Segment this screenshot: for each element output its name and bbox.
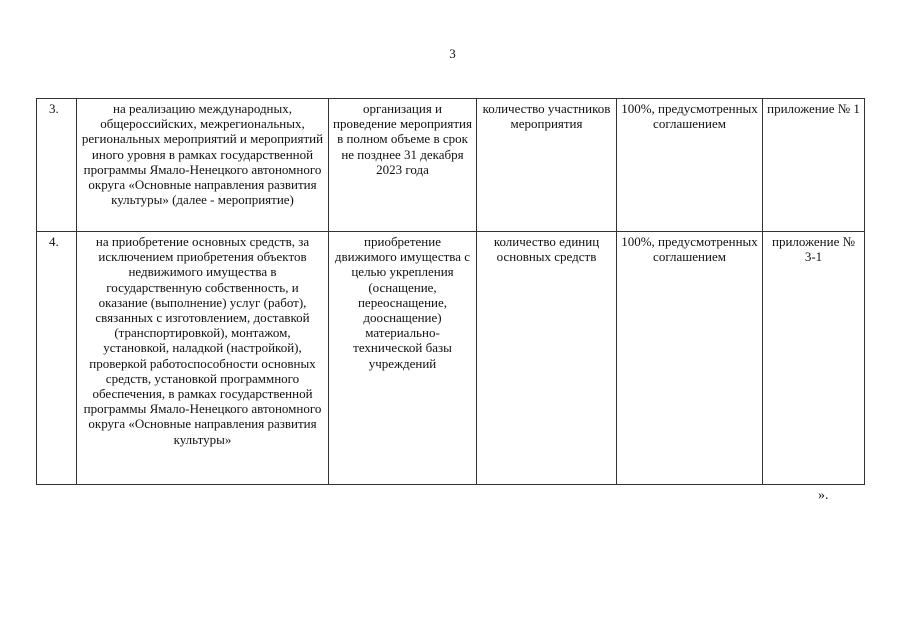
closing-quote: ». [818, 488, 829, 503]
result-cell: организация и проведение мероприятия в полном объеме в срок не позднее 31 декабря 2023 года [329, 99, 477, 232]
row-number: 3. [37, 99, 77, 232]
purpose-cell: на приобретение основных средств, за исключением приобретения объектов недвижимого имущества в государственную собственность, и оказание (выполнение) услуг (работ), связанных с изготовлением, доставкой (транспортировкой), монтажом, установкой, наладкой (настройкой), проверкой работоспособности основных средств, установкой программного обеспечения, в рамках государственной программы Ямало-Ненецкого автономного округа «Основные направления развития культуры» [77, 232, 329, 485]
page-number: 3 [449, 46, 456, 61]
table-row [37, 232, 865, 485]
purpose-cell: на реализацию международных, общероссийских, межрегиональных, региональных мероприятий и мероприятий иного уровня в рамках государственной программы Ямало-Ненецкого автономного округа «Основные направления развития культуры» (далее - мероприятие) [77, 99, 329, 232]
indicator-cell: количество единиц основных средств [477, 232, 617, 485]
result-cell: приобретение движимого имущества с целью укрепления (оснащение, переоснащение, дооснащение) материально-технической базы учреждений [329, 232, 477, 485]
subsidy-table [36, 98, 865, 485]
row-number: 4. [37, 232, 77, 485]
value-cell: 100%, предусмотренных соглашением [617, 232, 763, 485]
table-row [37, 99, 865, 232]
value-cell: 100%, предусмотренных соглашением [617, 99, 763, 232]
appendix-cell: приложение № 1 [763, 99, 865, 232]
appendix-cell: приложение № 3-1 [763, 232, 865, 485]
indicator-cell: количество участников мероприятия [477, 99, 617, 232]
